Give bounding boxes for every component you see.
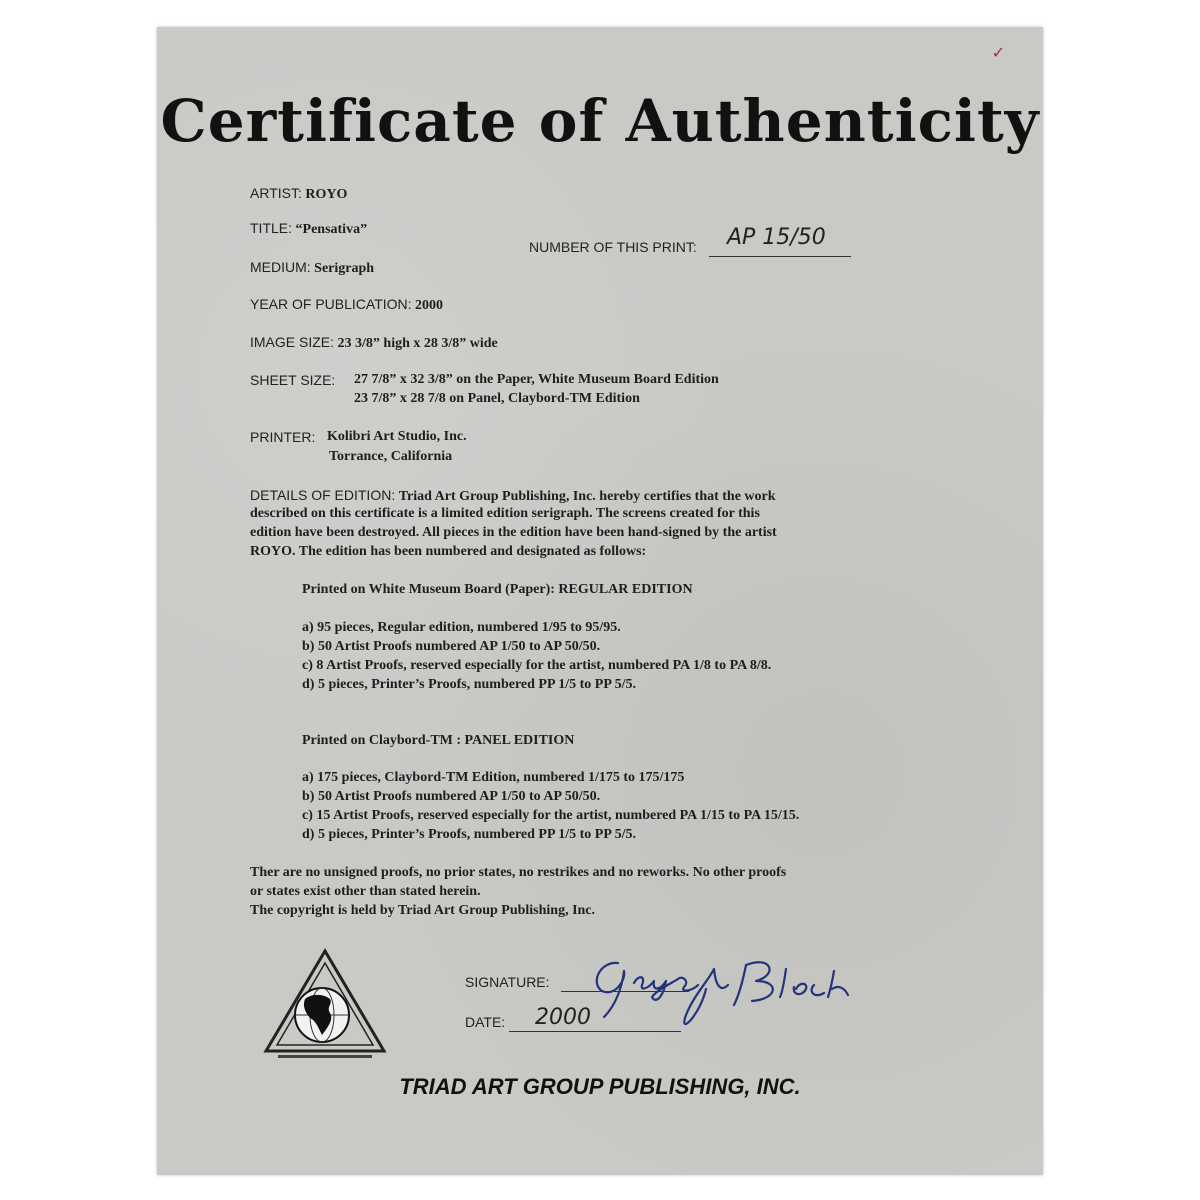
regular-edition-heading: Printed on White Museum Board (Paper): REGULAR EDITION xyxy=(302,582,693,597)
image-size-value: 23 3/8” high x 28 3/8” wide xyxy=(337,336,498,351)
printer-row xyxy=(250,429,315,447)
certificate-paper xyxy=(157,27,1043,1175)
image-size-row xyxy=(250,334,498,352)
date-value: 2000 xyxy=(535,1005,591,1030)
publisher-footer: TRIAD ART GROUP PUBLISHING, INC. xyxy=(399,1074,801,1099)
sheet-size-line-2: 23 7/8” x 28 7/8 on Panel, Claybord-TM Edition xyxy=(354,391,640,406)
checkmark-icon: ✓ xyxy=(991,45,1005,62)
regular-edition-item: a) 95 pieces, Regular edition, numbered 1/95 to 95/95. xyxy=(302,620,621,635)
regular-edition-item: c) 8 Artist Proofs, reserved especially for the artist, numbered PA 1/8 to PA 8/8. xyxy=(302,658,772,673)
printer-line-2: Torrance, California xyxy=(329,449,453,464)
panel-edition-item: a) 175 pieces, Claybord-TM Edition, numbered 1/175 to 175/175 xyxy=(302,770,685,785)
certificate-title: Certificate of Authenticity xyxy=(160,87,1040,155)
print-number-label: NUMBER OF THIS PRINT: xyxy=(529,239,697,255)
medium-value: Serigraph xyxy=(314,261,375,276)
panel-edition-item: b) 50 Artist Proofs numbered AP 1/50 to AP 50/50. xyxy=(302,789,601,804)
year-value: 2000 xyxy=(415,298,444,313)
closing-line-2: or states exist other than stated herein. xyxy=(250,884,481,899)
year-row xyxy=(250,296,443,314)
image-size-label: IMAGE SIZE: xyxy=(250,334,335,350)
date-label: DATE: xyxy=(465,1014,506,1030)
printer-line-1: Kolibri Art Studio, Inc. xyxy=(327,429,467,444)
sheet-size-label: SHEET SIZE: xyxy=(250,372,336,388)
medium-label: MEDIUM: xyxy=(250,259,311,275)
title-label: TITLE: xyxy=(250,220,293,236)
panel-edition-item: c) 15 Artist Proofs, reserved especially for the artist, numbered PA 1/15 to PA 15/15. xyxy=(302,808,800,823)
print-number-value: AP 15/50 xyxy=(727,225,826,250)
closing-line-1: Ther are no unsigned proofs, no prior states, no restrikes and no reworks. No other proofs xyxy=(250,865,787,880)
printer-label: PRINTER: xyxy=(250,429,316,445)
panel-edition-heading: Printed on Claybord-TM : PANEL EDITION xyxy=(302,733,575,748)
details-label: DETAILS OF EDITION: xyxy=(250,487,396,503)
title-value: “Pensativa” xyxy=(295,222,368,237)
globe-triangle-logo-icon xyxy=(260,947,390,1062)
closing-line-3: The copyright is held by Triad Art Group Publishing, Inc. xyxy=(250,903,596,918)
sheet-size-row xyxy=(250,372,335,390)
details-line-4: ROYO. The edition has been numbered and designated as follows: xyxy=(250,544,647,559)
print-number-underline xyxy=(709,256,851,257)
signature-label: SIGNATURE: xyxy=(465,974,550,990)
regular-edition-item: d) 5 pieces, Printer’s Proofs, numbered PP 1/5 to PP 5/5. xyxy=(302,677,637,692)
regular-edition-item: b) 50 Artist Proofs numbered AP 1/50 to AP 50/50. xyxy=(302,639,601,654)
details-line-1: DETAILS OF EDITION: Triad Art Group Publishing, Inc. hereby certifies that the work xyxy=(250,487,776,504)
title-row xyxy=(250,220,367,238)
details-line-2: described on this certificate is a limited edition serigraph. The screens created for this xyxy=(250,506,760,521)
artist-value: ROYO xyxy=(305,187,348,202)
artist-row xyxy=(250,185,347,203)
signature-image xyxy=(582,945,862,1040)
artist-label: ARTIST: xyxy=(250,185,302,201)
sheet-size-line-1: 27 7/8” x 32 3/8” on the Paper, White Museum Board Edition xyxy=(354,372,719,387)
medium-row xyxy=(250,259,374,277)
date-underline xyxy=(509,1031,681,1032)
details-line-3: edition have been destroyed. All pieces in the edition have been hand-signed by the artist xyxy=(250,525,777,540)
panel-edition-item: d) 5 pieces, Printer’s Proofs, numbered PP 1/5 to PP 5/5. xyxy=(302,827,637,842)
year-label: YEAR OF PUBLICATION: xyxy=(250,296,412,312)
